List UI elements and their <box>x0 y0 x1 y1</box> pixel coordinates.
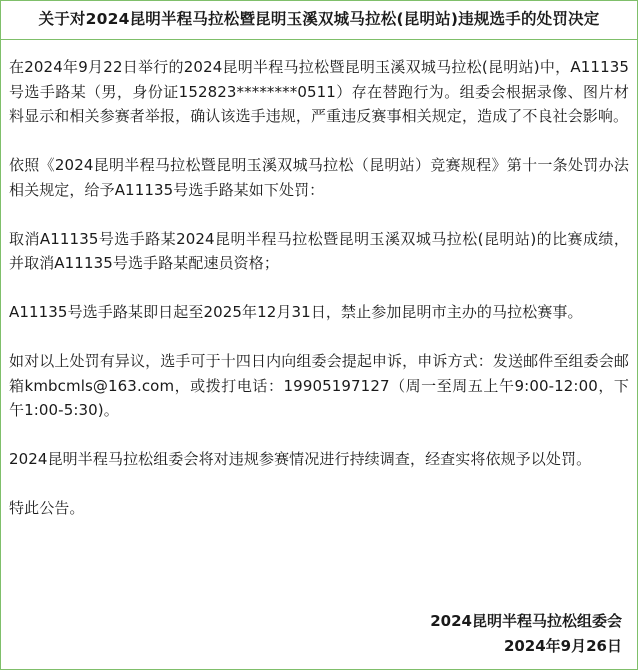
paragraph-closing: 特此公告。 <box>9 499 85 517</box>
paragraph-appeal: 如对以上处罚有异议，选手可于十四日内向组委会提起申诉，申诉方式：发送邮件至组委会邮箱kmbcmls@163.com，或拨打电话：19905197127（周一至周五上午9:00-12:00，下午1:00-5:30)。 <box>9 352 629 419</box>
signature-date: 2024年9月26日 <box>503 637 622 655</box>
paragraph-investigation: 2024昆明半程马拉松组委会将对违规参赛情况进行持续调查，经查实将依规予以处罚。 <box>9 450 592 468</box>
paragraph-basis: 依照《2024昆明半程马拉松暨昆明玉溪双城马拉松（昆明站）竞赛规程》第十一条处罚办法相关规定，给予A11135号选手路某如下处罚： <box>9 156 629 199</box>
signature-block <box>430 609 622 659</box>
document-body <box>9 55 629 545</box>
paragraph-penalty-results: 取消A11135号选手路某2024昆明半程马拉松暨昆明玉溪双城马拉松(昆明站)的比赛成绩，并取消A11135号选手路某配速员资格； <box>9 229 629 272</box>
paragraph-incident: 在2024年9月22日举行的2024昆明半程马拉松暨昆明玉溪双城马拉松(昆明站)中，A11135号选手路某（男，身份证152823********0511）存在替跑行为。组委会根据录像、图片材料显示和相关参赛者举报，确认该选手违规，严重违反赛事相关规定，造成了不良社会影响。 <box>9 58 629 125</box>
signature-organization: 2024昆明半程马拉松组委会 <box>430 612 622 630</box>
document-title: 关于对2024昆明半程马拉松暨昆明玉溪双城马拉松(昆明站)违规选手的处罚决定 <box>0 0 638 40</box>
paragraph-penalty-ban: A11135号选手路某即日起至2025年12月31日，禁止参加昆明市主办的马拉松赛事。 <box>9 303 583 321</box>
